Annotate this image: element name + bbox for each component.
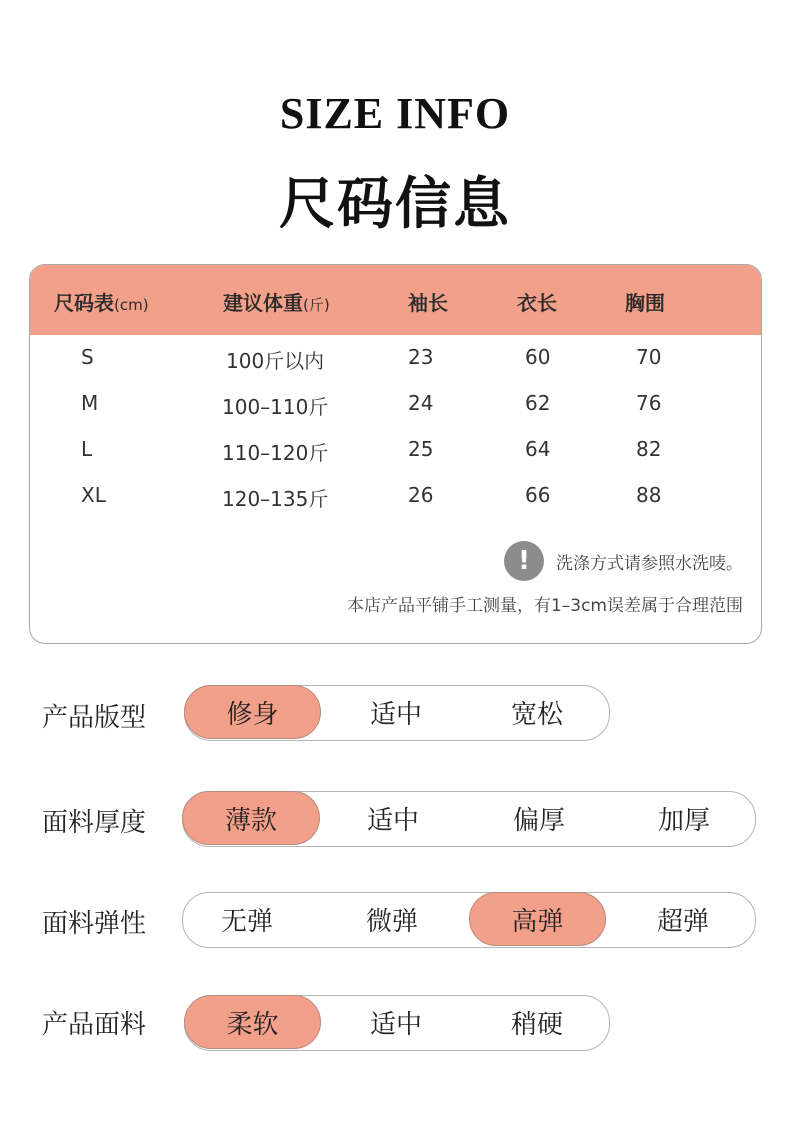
cell-length: 64 <box>525 437 551 461</box>
option-slight-stretch[interactable]: 微弹 <box>365 906 418 937</box>
option-fabric-medium[interactable]: 适中 <box>369 1009 422 1040</box>
exclamation-icon: ! <box>504 541 544 581</box>
cell-length: 62 <box>525 391 551 415</box>
header-sleeve: 袖长 <box>408 291 448 315</box>
option-super-stretch[interactable]: 超弹 <box>656 906 709 937</box>
size-table-card <box>29 264 762 644</box>
option-slim[interactable]: 修身 <box>184 685 321 739</box>
cell-size: M <box>81 391 99 415</box>
option-no-stretch[interactable]: 无弹 <box>220 906 273 937</box>
attr-label-fabric: 产品面料 <box>42 1010 147 1040</box>
wash-note <box>504 541 743 581</box>
cell-sleeve: 24 <box>408 391 434 415</box>
header-weight: 建议体重(斤) <box>223 291 330 315</box>
option-stiff[interactable]: 稍硬 <box>510 1009 563 1040</box>
cell-size: L <box>81 437 93 461</box>
cell-chest: 70 <box>636 345 662 369</box>
measure-note: 本店产品平铺手工测量，有1–3cm误差属于合理范围 <box>346 596 743 616</box>
attr-label-elasticity: 面料弹性 <box>42 909 147 939</box>
attr-label-thickness: 面料厚度 <box>42 808 147 838</box>
option-medium[interactable]: 适中 <box>366 805 419 836</box>
option-regular[interactable]: 适中 <box>369 699 422 730</box>
option-thick[interactable]: 偏厚 <box>512 805 565 836</box>
header-size: 尺码表(cm) <box>54 291 149 315</box>
fit-options <box>184 685 610 741</box>
cell-weight: 110–120斤 <box>222 441 329 465</box>
wash-note-text: 洗涤方式请参照水洗唛。 <box>556 553 743 574</box>
cell-length: 60 <box>525 345 551 369</box>
cell-weight: 120–135斤 <box>222 487 329 511</box>
cell-chest: 82 <box>636 437 662 461</box>
option-thin[interactable]: 薄款 <box>182 791 320 845</box>
option-extra-thick[interactable]: 加厚 <box>657 805 710 836</box>
cell-chest: 76 <box>636 391 662 415</box>
option-high-stretch[interactable]: 高弹 <box>469 892 606 946</box>
option-soft[interactable]: 柔软 <box>184 995 321 1049</box>
elasticity-options <box>182 892 756 948</box>
cell-weight: 100–110斤 <box>222 395 329 419</box>
title-english: SIZE INFO <box>279 89 511 138</box>
cell-sleeve: 23 <box>408 345 434 369</box>
fabric-options <box>184 995 610 1051</box>
header-chest: 胸围 <box>625 291 665 315</box>
cell-weight: 100斤以内 <box>226 349 325 373</box>
title-chinese: 尺码信息 <box>279 172 511 237</box>
header-length: 衣长 <box>517 291 557 315</box>
cell-size: XL <box>81 483 106 507</box>
thickness-options <box>182 791 756 847</box>
cell-sleeve: 26 <box>408 483 434 507</box>
size-table-header <box>30 265 761 335</box>
cell-size: S <box>81 345 94 369</box>
cell-length: 66 <box>525 483 551 507</box>
cell-chest: 88 <box>636 483 662 507</box>
attr-label-fit: 产品版型 <box>42 703 147 733</box>
option-loose[interactable]: 宽松 <box>510 699 563 730</box>
cell-sleeve: 25 <box>408 437 434 461</box>
